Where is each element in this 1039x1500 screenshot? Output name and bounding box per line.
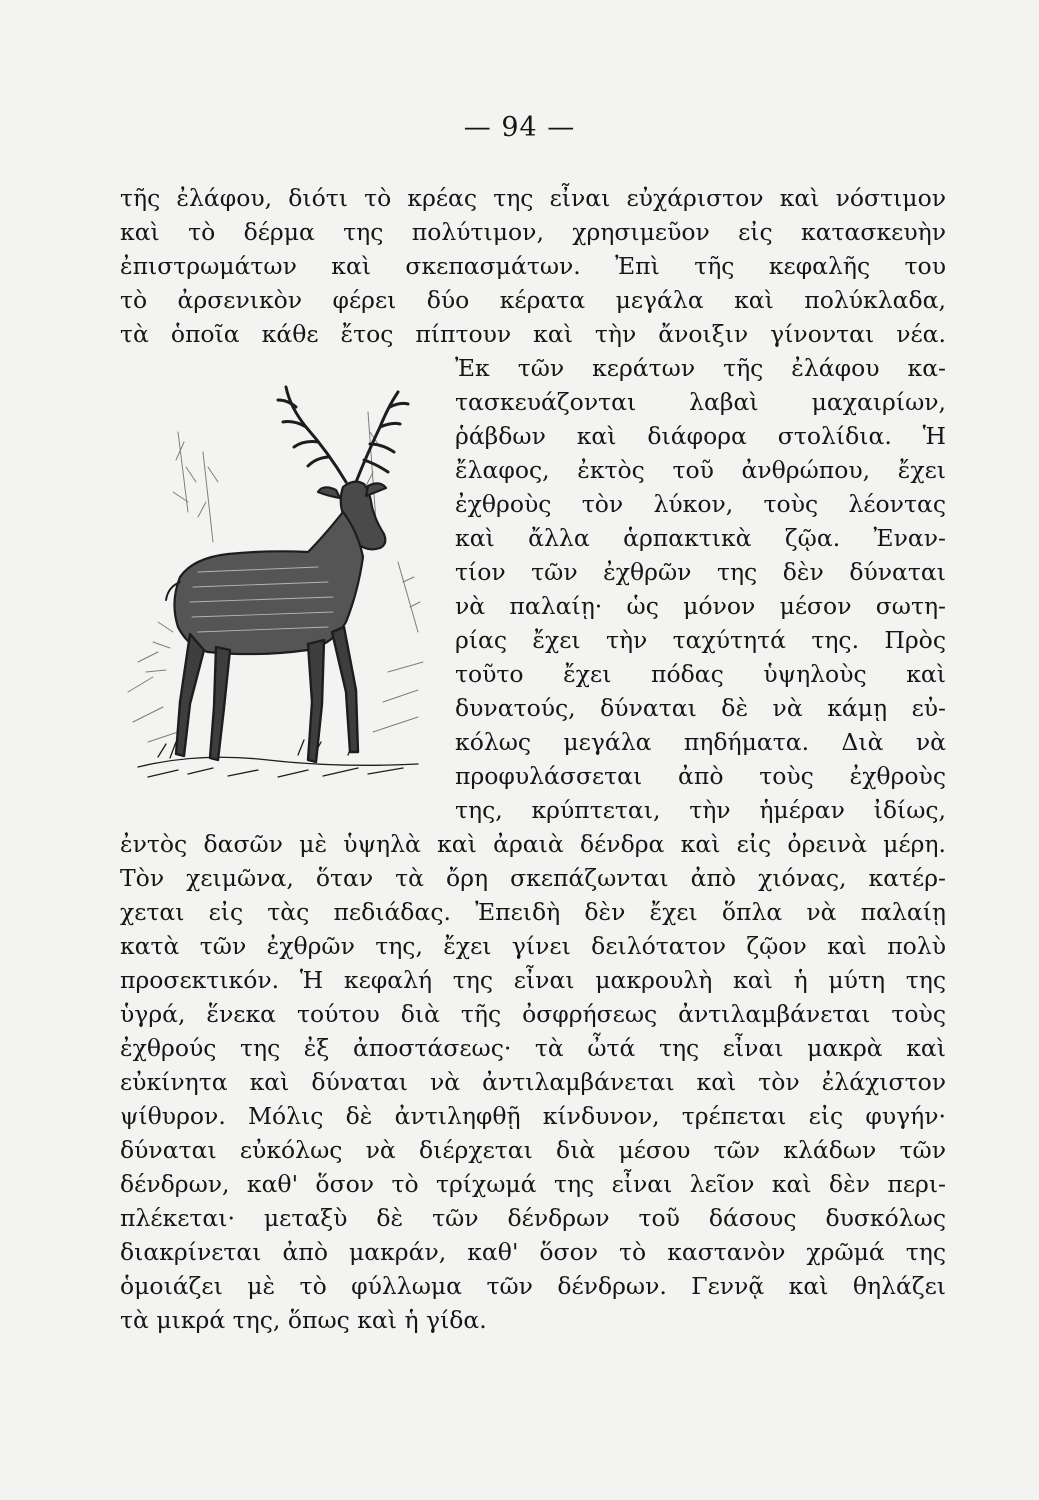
- text-line: ἐντὸς δασῶν μὲ ὑψηλὰ καὶ ἀραιὰ δένδρα καὶ εἰς ὀρεινὰ μέρη.: [120, 830, 946, 858]
- text-line: ἔλαφος, ἐκτὸς τοῦ ἀνθρώπου, ἔχει: [455, 456, 946, 484]
- text-line: εὐκίνητα καὶ δύναται νὰ ἀντιλαμβάνεται καὶ τὸν ἐλάχιστον: [120, 1068, 946, 1096]
- text-line: ρίας ἔχει τὴν ταχύτητά της. Πρὸς: [455, 626, 946, 654]
- text-line: τὰ μικρά της, ὅπως καὶ ἡ γίδα.: [120, 1306, 487, 1334]
- text-line: ὁμοιάζει μὲ τὸ φύλλωμα τῶν δένδρων. Γεννᾷ καὶ θηλάζει: [120, 1272, 946, 1300]
- deer-engraving-icon: [118, 372, 440, 792]
- text-line: τίον τῶν ἐχθρῶν της δὲν δύναται: [455, 558, 946, 586]
- text-line: δύναται εὐκόλως νὰ διέρχεται διὰ μέσου τῶν κλάδων τῶν: [120, 1136, 946, 1164]
- text-line: κόλως μεγάλα πηδήματα. Διὰ νὰ: [455, 728, 946, 756]
- text-line: Τὸν χειμῶνα, ὅταν τὰ ὄρη σκεπάζωνται ἀπὸ χιόνας, κατέρ-: [120, 864, 946, 892]
- text-line: ῥάβδων καὶ διάφορα στολίδια. Ἡ: [455, 422, 946, 450]
- deer-illustration: [118, 372, 440, 792]
- text-line: πλέκεται· μεταξὺ δὲ τῶν δένδρων τοῦ δάσους δυσκόλως: [120, 1204, 946, 1232]
- text-line: τὸ ἀρσενικὸν φέρει δύο κέρατα μεγάλα καὶ πολύκλαδα,: [120, 286, 946, 314]
- text-line: διακρίνεται ἀπὸ μακράν, καθ' ὅσον τὸ καστανὸν χρῶμά της: [120, 1238, 946, 1266]
- text-line: τὰ ὁποῖα κάθε ἔτος πίπτουν καὶ τὴν ἄνοιξιν γίνονται νέα.: [120, 320, 946, 348]
- text-line: ψίθυρον. Μόλις δὲ ἀντιληφθῇ κίνδυνον, τρέπεται εἰς φυγήν·: [120, 1102, 946, 1130]
- text-line: τασκευάζονται λαβαὶ μαχαιρίων,: [455, 388, 946, 416]
- text-line: νὰ παλαίῃ· ὡς μόνον μέσον σωτη-: [455, 592, 946, 620]
- text-line: χεται εἰς τὰς πεδιάδας. Ἐπειδὴ δὲν ἔχει ὅπλα νὰ παλαίῃ: [120, 898, 946, 926]
- text-line: ὑγρά, ἕνεκα τούτου διὰ τῆς ὀσφρήσεως ἀντιλαμβάνεται τοὺς: [120, 1000, 946, 1028]
- page-number: — 94 —: [463, 112, 576, 143]
- text-line: ἐχθροὺς τὸν λύκον, τοὺς λέοντας: [455, 490, 946, 518]
- text-line: καὶ τὸ δέρμα της πολύτιμον, χρησιμεῦον εἰς κατασκευὴν: [120, 218, 946, 246]
- text-line: προσεκτικόν. Ἡ κεφαλή της εἶναι μακρουλὴ καὶ ἡ μύτη της: [120, 966, 946, 994]
- text-line: τοῦτο ἔχει πόδας ὑψηλοὺς καὶ: [455, 660, 946, 688]
- text-line: ἐχθρούς της ἐξ ἀποστάσεως· τὰ ὦτά της εἶναι μακρὰ καὶ: [120, 1034, 946, 1062]
- text-line: κατὰ τῶν ἐχθρῶν της, ἔχει γίνει δειλότατον ζῷον καὶ πολὺ: [120, 932, 946, 960]
- text-line: τῆς ἐλάφου, διότι τὸ κρέας της εἶναι εὐχάριστον καὶ νόστιμον: [120, 184, 946, 212]
- text-line: της, κρύπτεται, τὴν ἡμέραν ἰδίως,: [455, 796, 946, 824]
- text-line: καὶ ἄλλα ἁρπακτικὰ ζῷα. Ἐναν-: [455, 524, 946, 552]
- text-line: Ἐκ τῶν κεράτων τῆς ἐλάφου κα-: [455, 354, 946, 382]
- text-line: δυνατούς, δύναται δὲ νὰ κάμῃ εὐ-: [455, 694, 946, 722]
- text-line: δένδρων, καθ' ὅσον τὸ τρίχωμά της εἶναι λεῖον καὶ δὲν περι-: [120, 1170, 946, 1198]
- text-line: προφυλάσσεται ἀπὸ τοὺς ἐχθροὺς: [455, 762, 946, 790]
- text-line: ἐπιστρωμάτων καὶ σκεπασμάτων. Ἐπὶ τῆς κεφαλῆς του: [120, 252, 946, 280]
